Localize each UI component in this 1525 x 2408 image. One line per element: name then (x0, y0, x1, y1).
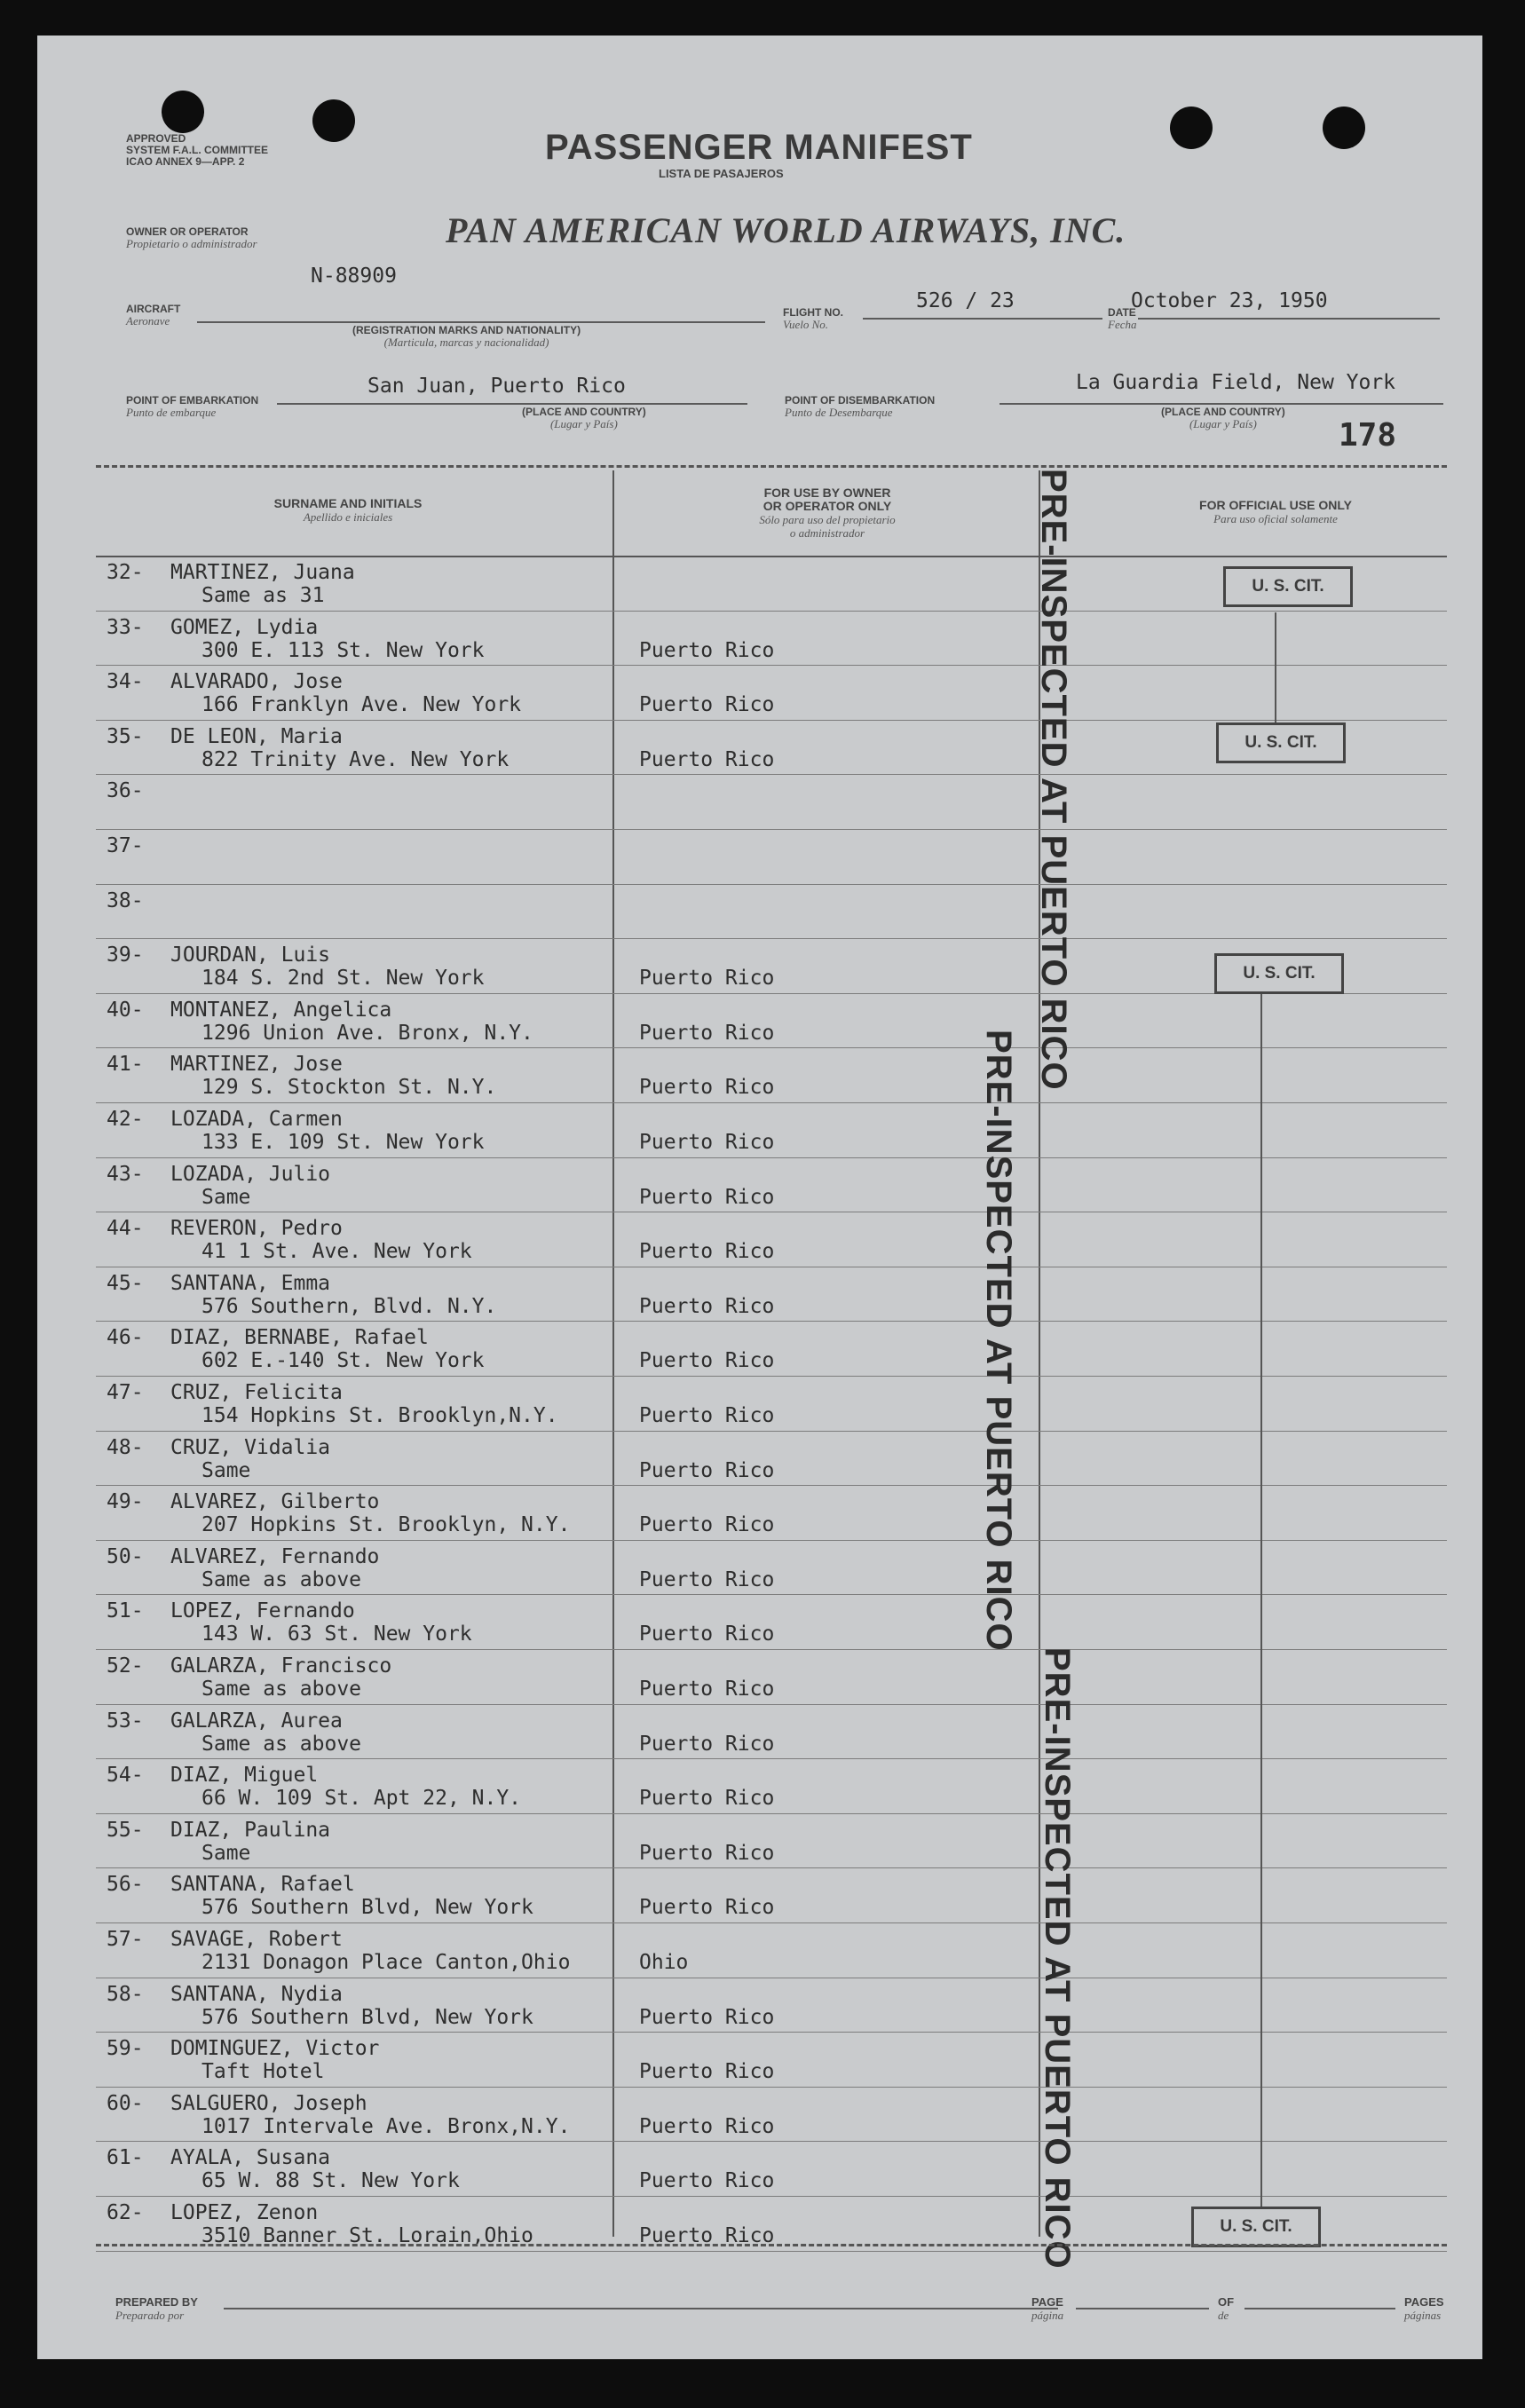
row-number: 47- (107, 1381, 144, 1404)
row-number: 32- (107, 561, 144, 584)
passenger-address: 133 E. 109 St. New York (201, 1131, 485, 1154)
table-top-rule (96, 465, 1447, 468)
pages-label: PAGES páginas (1404, 2295, 1444, 2322)
pre-inspected-stamp: PRE-INSPECTED AT PUERTO RICO (1038, 1647, 1077, 2270)
passenger-name: MARTINEZ, Jose (170, 1053, 343, 1077)
row-rule (96, 1758, 1447, 1759)
registration-label: (REGISTRATION MARKS AND NATIONALITY) (Marticula, marcas y nacionalidad) (352, 324, 581, 349)
passenger-origin: Puerto Rico (639, 1896, 775, 1920)
row-number: 42- (107, 1108, 144, 1131)
page-subtitle: LISTA DE PASAJEROS (659, 167, 784, 180)
row-number: 49- (107, 1490, 144, 1514)
owner-label: OWNER OR OPERATOR Propietario o administrador (126, 225, 257, 250)
row-rule (96, 1813, 1447, 1814)
prepared-by-line (224, 2308, 1058, 2309)
passenger-address: 1017 Intervale Ave. Bronx,N.Y. (201, 2114, 571, 2138)
passenger-name: LOZADA, Carmen (170, 1108, 343, 1131)
passenger-name: CRUZ, Felicita (170, 1381, 343, 1404)
passenger-origin: Puerto Rico (639, 2060, 775, 2084)
row-number: 39- (107, 943, 144, 967)
embark-underline (277, 403, 747, 405)
passenger-name: MARTINEZ, Juana (170, 561, 355, 584)
passenger-address: 602 E.-140 St. New York (201, 1349, 485, 1373)
passenger-address: 300 E. 113 St. New York (201, 638, 485, 662)
row-rule (96, 1540, 1447, 1541)
row-number: 43- (107, 1162, 144, 1186)
passenger-name: GOMEZ, Lydia (170, 615, 319, 639)
row-number: 62- (107, 2201, 144, 2224)
passenger-origin: Puerto Rico (639, 1732, 775, 1756)
row-rule (96, 2141, 1447, 2142)
row-number: 55- (107, 1818, 144, 1842)
row-number: 50- (107, 1544, 144, 1568)
passenger-name: SANTANA, Rafael (170, 1873, 355, 1897)
passenger-address: 3510 Banner St. Lorain,Ohio (201, 2224, 533, 2247)
passenger-name: JOURDAN, Luis (170, 943, 331, 967)
row-number: 53- (107, 1709, 144, 1733)
row-rule (96, 2087, 1447, 2088)
passenger-name: GALARZA, Francisco (170, 1654, 392, 1678)
us-cit-stamp: U. S. CIT. (1191, 2207, 1321, 2247)
of-label: OF de (1218, 2295, 1235, 2322)
punch-hole (312, 99, 355, 142)
row-number: 33- (107, 615, 144, 639)
passenger-name: SAVAGE, Robert (170, 1928, 343, 1951)
passenger-name: LOPEZ, Zenon (170, 2201, 319, 2224)
disembark-place-label: (PLACE AND COUNTRY) (Lugar y País) (1161, 406, 1285, 430)
row-number: 52- (107, 1654, 144, 1678)
pre-inspected-stamp: PRE-INSPECTED AT PUERTO RICO (979, 1030, 1018, 1652)
us-cit-stamp: U. S. CIT. (1214, 953, 1344, 994)
page-title: PASSENGER MANIFEST (545, 128, 973, 167)
passenger-address: Same as above (201, 1678, 362, 1701)
passenger-name: CRUZ, Vidalia (170, 1435, 331, 1459)
passenger-address: Taft Hotel (201, 2060, 325, 2084)
flight-underline (863, 318, 1102, 320)
passenger-address: 143 W. 63 St. New York (201, 1622, 472, 1646)
row-rule (96, 2032, 1447, 2033)
passenger-address: 2131 Donagon Place Canton,Ohio (201, 1951, 571, 1974)
passenger-name: GALARZA, Aurea (170, 1709, 343, 1733)
of-line (1244, 2308, 1395, 2309)
passenger-origin: Puerto Rico (639, 1404, 775, 1427)
passenger-address: Same as above (201, 1567, 362, 1591)
embark-place-label: (PLACE AND COUNTRY) (Lugar y País) (522, 406, 646, 430)
aircraft-label: AIRCRAFT Aeronave (126, 303, 181, 328)
row-number: 44- (107, 1217, 144, 1241)
passenger-name: DIAZ, Miguel (170, 1764, 319, 1788)
row-rule (96, 611, 1447, 612)
row-rule (96, 1102, 1447, 1103)
row-rule (96, 1704, 1447, 1705)
passenger-origin: Puerto Rico (639, 1787, 775, 1811)
passenger-address: 41 1 St. Ave. New York (201, 1240, 472, 1264)
passenger-address: 129 S. Stockton St. N.Y. (201, 1076, 497, 1100)
passenger-address: 154 Hopkins St. Brooklyn,N.Y. (201, 1404, 558, 1427)
row-number: 54- (107, 1764, 144, 1788)
passenger-origin: Ohio (639, 1951, 689, 1974)
disembark-underline (1000, 403, 1443, 405)
passenger-origin: Puerto Rico (639, 1513, 775, 1537)
row-rule (96, 1594, 1447, 1595)
row-number: 41- (107, 1053, 144, 1077)
passenger-address: Same (201, 1458, 251, 1482)
row-number: 35- (107, 724, 144, 748)
approval-line: ICAO ANNEX 9—APP. 2 (126, 155, 245, 168)
passenger-name: DOMINGUEZ, Victor (170, 2037, 380, 2061)
passenger-origin: Puerto Rico (639, 1240, 775, 1264)
row-rule (96, 2196, 1447, 2197)
aircraft-value: N-88909 (311, 264, 397, 288)
column-header-surname: SURNAME AND INITIALS Apellido e iniciales (273, 496, 423, 524)
passenger-address: 1296 Union Ave. Bronx, N.Y. (201, 1021, 533, 1045)
row-rule (96, 2251, 1447, 2252)
passenger-origin: Puerto Rico (639, 2224, 775, 2247)
row-number: 37- (107, 834, 144, 857)
passenger-name: SALGUERO, Joseph (170, 2091, 367, 2115)
passenger-name: LOZADA, Julio (170, 1162, 331, 1186)
passenger-origin: Puerto Rico (639, 2114, 775, 2138)
operator-name: PAN AMERICAN WORLD AIRWAYS, INC. (446, 210, 1126, 250)
passenger-address: Same as above (201, 1732, 362, 1756)
passenger-origin: Puerto Rico (639, 2169, 775, 2193)
passenger-origin: Puerto Rico (639, 2005, 775, 2029)
passenger-origin: Puerto Rico (639, 1349, 775, 1373)
punch-hole (162, 91, 204, 133)
row-number: 36- (107, 779, 144, 803)
passenger-address: 576 Southern Blvd, New York (201, 2005, 533, 2029)
passenger-origin: Puerto Rico (639, 1841, 775, 1865)
passenger-address: Same (201, 1185, 251, 1209)
column-divider (612, 470, 614, 2237)
page-number: 178 (1339, 417, 1397, 454)
page-line (1076, 2308, 1209, 2309)
row-rule (96, 1321, 1447, 1322)
disembark-label: POINT OF DISEMBARKATION Punto de Desembarque (785, 394, 936, 419)
bracket-line (1260, 994, 1262, 2219)
passenger-origin: Puerto Rico (639, 693, 775, 717)
passenger-origin: Puerto Rico (639, 638, 775, 662)
row-rule (96, 884, 1447, 885)
passenger-name: SANTANA, Nydia (170, 1982, 343, 2006)
disembark-value: La Guardia Field, New York (1076, 371, 1396, 394)
flight-label: FLIGHT NO. Vuelo No. (783, 306, 843, 331)
aircraft-underline (197, 321, 765, 323)
table-bottom-rule (96, 2244, 1447, 2246)
us-cit-stamp: U. S. CIT. (1223, 566, 1353, 607)
row-number: 57- (107, 1928, 144, 1951)
pre-inspected-stamp: PRE-INSPECTED AT PUERTO RICO (1034, 469, 1073, 1091)
page-label: PAGE página (1031, 2295, 1064, 2322)
row-number: 56- (107, 1873, 144, 1897)
passenger-origin: Puerto Rico (639, 747, 775, 771)
row-rule (96, 1376, 1447, 1377)
manifest-sheet (37, 36, 1482, 2359)
row-rule (96, 1867, 1447, 1868)
passenger-name: DE LEON, Maria (170, 724, 343, 748)
passenger-name: MONTANEZ, Angelica (170, 998, 392, 1022)
passenger-name: ALVAREZ, Gilberto (170, 1490, 380, 1514)
column-header-owner-use: FOR USE BY OWNER OR OPERATOR ONLY Sólo para uso del propietario o administrador (759, 486, 896, 540)
passenger-address: 822 Trinity Ave. New York (201, 747, 510, 771)
row-number: 34- (107, 670, 144, 694)
approval-line: APPROVED (126, 132, 186, 145)
approval-line: SYSTEM F.A.L. COMMITTEE (126, 144, 269, 156)
row-number: 40- (107, 998, 144, 1022)
passenger-name: LOPEZ, Fernando (170, 1599, 355, 1623)
date-label: DATE Fecha (1108, 306, 1137, 331)
passenger-origin: Puerto Rico (639, 1567, 775, 1591)
passenger-address: 66 W. 109 St. Apt 22, N.Y. (201, 1787, 522, 1811)
passenger-name: SANTANA, Emma (170, 1271, 331, 1295)
passenger-origin: Puerto Rico (639, 967, 775, 991)
passenger-address: 166 Franklyn Ave. New York (201, 693, 522, 717)
row-number: 46- (107, 1326, 144, 1350)
bracket-line (1275, 612, 1276, 728)
passenger-address: Same (201, 1841, 251, 1865)
row-rule (96, 1922, 1447, 1923)
punch-hole (1170, 107, 1213, 149)
passenger-origin: Puerto Rico (639, 1076, 775, 1100)
row-number: 51- (107, 1599, 144, 1623)
row-number: 59- (107, 2037, 144, 2061)
row-number: 60- (107, 2091, 144, 2115)
passenger-origin: Puerto Rico (639, 1131, 775, 1154)
row-rule (96, 1485, 1447, 1486)
passenger-address: 65 W. 88 St. New York (201, 2169, 460, 2193)
passenger-name: ALVAREZ, Fernando (170, 1544, 380, 1568)
row-rule (96, 774, 1447, 775)
date-underline (1138, 318, 1440, 320)
passenger-name: DIAZ, Paulina (170, 1818, 331, 1842)
flight-date: October 23, 1950 (1131, 289, 1328, 312)
row-rule (96, 720, 1447, 721)
passenger-origin: Puerto Rico (639, 1185, 775, 1209)
header-bottom-rule (96, 556, 1447, 557)
flight-number: 526 / 23 (916, 289, 1015, 312)
passenger-origin: Puerto Rico (639, 1458, 775, 1482)
passenger-origin: Puerto Rico (639, 1294, 775, 1318)
passenger-address: 184 S. 2nd St. New York (201, 967, 485, 991)
passenger-address: 576 Southern Blvd, New York (201, 1896, 533, 1920)
prepared-by-label: PREPARED BY Preparado por (115, 2295, 198, 2322)
row-number: 48- (107, 1435, 144, 1459)
embark-label: POINT OF EMBARKATION Punto de embarque (126, 394, 259, 419)
passenger-address: Same as 31 (201, 584, 325, 607)
passenger-address: 576 Southern, Blvd. N.Y. (201, 1294, 497, 1318)
row-rule (96, 938, 1447, 939)
passenger-name: ALVARADO, Jose (170, 670, 343, 694)
row-rule (96, 829, 1447, 830)
row-number: 61- (107, 2146, 144, 2170)
punch-hole (1323, 107, 1365, 149)
passenger-address: 207 Hopkins St. Brooklyn, N.Y. (201, 1513, 571, 1537)
passenger-origin: Puerto Rico (639, 1021, 775, 1045)
passenger-name: DIAZ, BERNABE, Rafael (170, 1326, 429, 1350)
column-header-official-use: FOR OFFICIAL USE ONLY Para uso oficial solamente (1199, 498, 1352, 525)
passenger-origin: Puerto Rico (639, 1678, 775, 1701)
row-number: 38- (107, 888, 144, 912)
row-rule (96, 1431, 1447, 1432)
embark-value: San Juan, Puerto Rico (367, 375, 626, 398)
row-number: 58- (107, 1982, 144, 2006)
passenger-name: AYALA, Susana (170, 2146, 331, 2170)
approval-block (126, 133, 268, 168)
row-number: 45- (107, 1271, 144, 1295)
row-rule (96, 1157, 1447, 1158)
row-rule (96, 665, 1447, 666)
us-cit-stamp: U. S. CIT. (1216, 722, 1346, 763)
row-rule (96, 1047, 1447, 1048)
row-rule (96, 1649, 1447, 1650)
passenger-name: REVERON, Pedro (170, 1217, 343, 1241)
passenger-origin: Puerto Rico (639, 1622, 775, 1646)
